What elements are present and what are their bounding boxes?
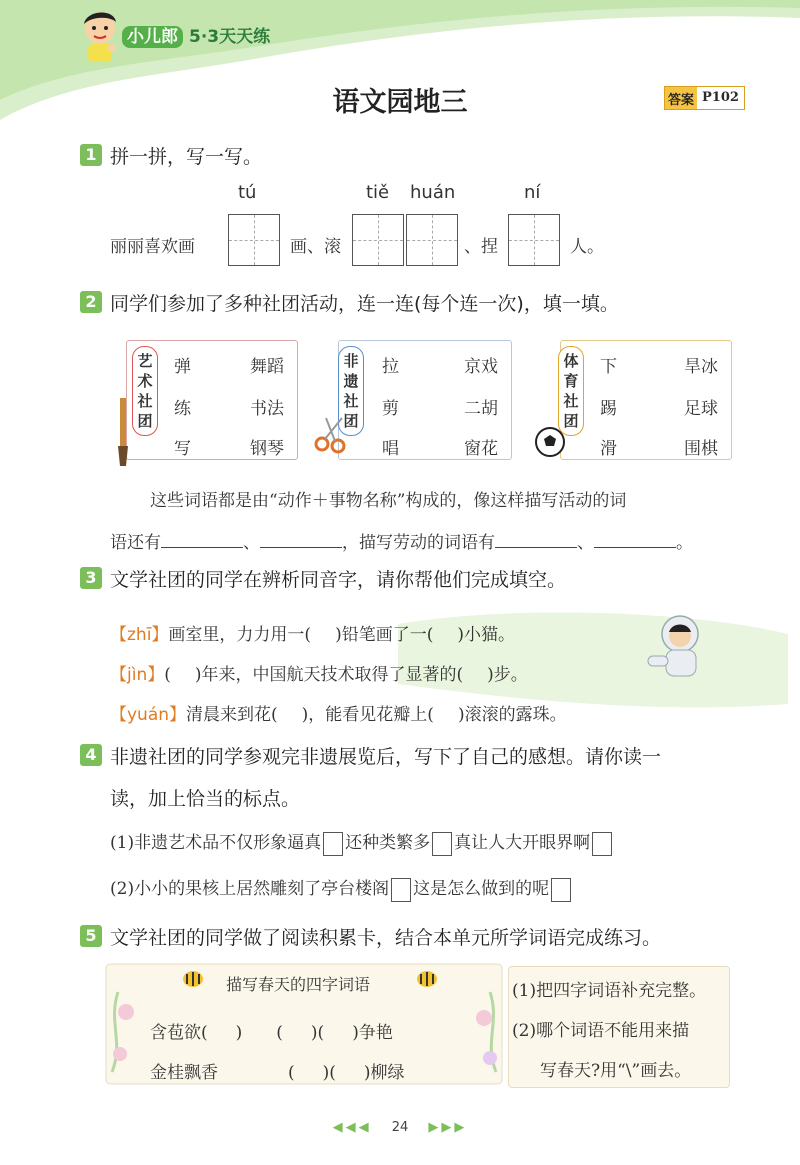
card-r2-a: 金桂飘香 bbox=[150, 1063, 218, 1083]
q4-text-line2: 读，加上恰当的标点。 bbox=[110, 788, 301, 810]
q4-text-line1: 非遗社团的同学参观完非遗展览后，写下了自己的感想。请你读一 bbox=[110, 746, 662, 768]
q2-fill-sep-1: 、 bbox=[243, 533, 260, 553]
q3-tag-1: 【zhī】 bbox=[110, 625, 169, 645]
brand-name: 小儿郎 bbox=[122, 26, 183, 48]
q5-text: 文学社团的同学做了阅读积累卡，结合本单元所学词语完成练习。 bbox=[110, 927, 662, 949]
q2-fill-line1: 这些词语都是由“动作＋事物名称”构成的，像这样描写活动的词 bbox=[150, 491, 627, 511]
club-heritage-left-1[interactable]: 拉 bbox=[382, 357, 399, 377]
club-heritage-left-2[interactable]: 剪 bbox=[382, 399, 399, 419]
card-row-1 bbox=[150, 1018, 393, 1043]
club-sports-right-3[interactable]: 围棋 bbox=[684, 439, 718, 459]
q1-text: 拼一拼，写一写。 bbox=[110, 146, 263, 168]
q1-text-b: 画、滚 bbox=[290, 237, 341, 257]
club-sports-right-1[interactable]: 旱冰 bbox=[684, 357, 718, 377]
club-art-right-3[interactable]: 钢琴 bbox=[250, 439, 284, 459]
answer-blank-1[interactable] bbox=[161, 531, 243, 548]
club-art-left-2[interactable]: 练 bbox=[174, 399, 191, 419]
q3-row-2 bbox=[110, 660, 528, 685]
q3-text: 文学社团的同学在辨析同音字，请你帮他们完成填空。 bbox=[110, 569, 567, 591]
astronaut-icon bbox=[640, 612, 724, 688]
answer-blank-2[interactable] bbox=[260, 531, 342, 548]
q1-number: 1 bbox=[80, 144, 102, 166]
q3-row1-text-a: 画室里，力力用一( bbox=[168, 625, 312, 645]
q1-text-d: 人。 bbox=[570, 237, 604, 257]
bee-icon bbox=[412, 964, 442, 990]
q3-row3-text-c: )滚滚的露珠。 bbox=[457, 705, 567, 725]
q2-fill-line2 bbox=[110, 528, 693, 553]
q2-fill-text-b: ，描写劳动的词语有 bbox=[342, 533, 495, 553]
q1-pinyin-2: tiě bbox=[366, 182, 390, 203]
q1-pinyin-4: ní bbox=[524, 182, 541, 203]
footer-right-arrows: ▶▶▶ bbox=[428, 1120, 468, 1135]
club-art-right-2[interactable]: 书法 bbox=[250, 399, 284, 419]
card-r2-b: ( bbox=[288, 1063, 295, 1083]
club-sports-left-2[interactable]: 踢 bbox=[600, 399, 617, 419]
writing-grid-4[interactable] bbox=[508, 214, 560, 266]
card-r1-e: )争艳 bbox=[352, 1023, 393, 1043]
q3-row2-text-b: )年来，中国航天技术取得了显著的( bbox=[194, 665, 464, 685]
card-r1-a: 含苞欲( bbox=[150, 1023, 208, 1043]
q3-tag-3: 【yuán】 bbox=[110, 705, 187, 725]
card-r2-d: )柳绿 bbox=[363, 1063, 405, 1083]
brush-icon bbox=[108, 398, 138, 468]
club-art-left-1[interactable]: 弹 bbox=[174, 357, 191, 377]
q1-pinyin-3: huán bbox=[410, 182, 456, 203]
q2-number: 2 bbox=[80, 291, 102, 313]
q4-sentence-2 bbox=[110, 874, 573, 902]
club-heritage-left-3[interactable]: 唱 bbox=[382, 439, 399, 459]
brand-series: 5·3天天练 bbox=[189, 27, 271, 47]
club-heritage-right-2[interactable]: 二胡 bbox=[464, 399, 498, 419]
answer-badge bbox=[664, 86, 745, 110]
club-heritage-right-3[interactable]: 窗花 bbox=[464, 439, 498, 459]
footer-left-arrows: ◀◀◀ bbox=[332, 1120, 372, 1135]
page-number: 24 bbox=[391, 1120, 409, 1135]
bee-icon bbox=[178, 964, 208, 990]
card-r2-c: )( bbox=[322, 1063, 336, 1083]
page-title: 语文园地三 bbox=[332, 87, 468, 118]
writing-grid-2[interactable] bbox=[352, 214, 404, 266]
task-2-line1: (2)哪个词语不能用来描 bbox=[512, 1021, 690, 1041]
club-art-left-3[interactable]: 写 bbox=[174, 439, 191, 459]
writing-grid-1[interactable] bbox=[228, 214, 280, 266]
q3-row3-text-b: )，能看见花瓣上( bbox=[301, 705, 434, 725]
page-footer bbox=[0, 1120, 800, 1135]
punct-box-1[interactable] bbox=[323, 832, 343, 856]
q4-s1-part-2: 还种类繁多 bbox=[345, 833, 431, 853]
brand bbox=[122, 22, 270, 47]
card-title: 描写春天的四字词语 bbox=[226, 975, 371, 994]
q4-s1-part-1: (1)非遗艺术品不仅形象逼真 bbox=[110, 833, 322, 853]
soccer-ball-icon bbox=[534, 426, 566, 458]
q1-pinyin-1: tú bbox=[238, 182, 257, 203]
writing-grid-3[interactable] bbox=[406, 214, 458, 266]
q3-row1-text-c: )小猫。 bbox=[457, 625, 515, 645]
scissors-icon bbox=[312, 414, 352, 454]
answer-label: 答案 bbox=[668, 92, 695, 108]
q3-row-3 bbox=[110, 700, 567, 725]
club-sports-left-1[interactable]: 下 bbox=[600, 357, 617, 377]
q2-fill-end: 。 bbox=[676, 533, 693, 553]
punct-box-3[interactable] bbox=[592, 832, 612, 856]
card-r1-d: )( bbox=[310, 1023, 325, 1043]
club-sports-left-3[interactable]: 滑 bbox=[600, 439, 617, 459]
q4-s2-part-1: (2)小小的果核上居然雕刻了亭台楼阁 bbox=[110, 879, 390, 899]
q1-text-c: 、捏 bbox=[464, 237, 498, 257]
boy-mascot-icon bbox=[78, 8, 122, 64]
punct-box-4[interactable] bbox=[391, 878, 411, 902]
answer-page: P102 bbox=[697, 87, 744, 109]
card-r1-c: ( bbox=[276, 1023, 283, 1043]
club-heritage-right-1[interactable]: 京戏 bbox=[464, 357, 498, 377]
punct-box-5[interactable] bbox=[551, 878, 571, 902]
task-1: (1)把四字词语补充完整。 bbox=[512, 981, 707, 1001]
punct-box-2[interactable] bbox=[432, 832, 452, 856]
q2-fill-sep-2: 、 bbox=[577, 533, 594, 553]
q1-text-a: 丽丽喜欢画 bbox=[110, 237, 195, 257]
q3-number: 3 bbox=[80, 567, 102, 589]
answer-blank-4[interactable] bbox=[594, 531, 676, 548]
q2-text: 同学们参加了多种社团活动，连一连(每个连一次)，填一填。 bbox=[110, 293, 619, 315]
club-label-sports: 体育社团 bbox=[558, 346, 584, 436]
q3-row1-text-b: )铅笔画了一( bbox=[335, 625, 434, 645]
q3-tag-2: 【jìn】 bbox=[110, 665, 165, 685]
club-sports-right-2[interactable]: 足球 bbox=[684, 399, 718, 419]
card-r1-b: ) bbox=[235, 1023, 243, 1043]
card-row-2 bbox=[150, 1058, 405, 1083]
club-label-art: 艺术社团 bbox=[132, 346, 158, 436]
q3-row3-text-a: 清晨来到花( bbox=[186, 705, 278, 725]
club-art-right-1[interactable]: 舞蹈 bbox=[250, 357, 284, 377]
q3-row2-text-a: ( bbox=[164, 665, 171, 685]
q3-row-1 bbox=[110, 620, 515, 645]
q5-number: 5 bbox=[80, 925, 102, 947]
q3-row2-text-c: )步。 bbox=[487, 665, 528, 685]
answer-blank-3[interactable] bbox=[495, 531, 577, 548]
task-2-line2: 写春天?用“\”画去。 bbox=[540, 1061, 692, 1081]
q4-sentence-1 bbox=[110, 828, 614, 856]
q4-s1-part-3: 真让人大开眼界啊 bbox=[454, 833, 591, 853]
q4-number: 4 bbox=[80, 744, 102, 766]
club-label-heritage: 非遗社团 bbox=[338, 346, 364, 436]
q4-s2-part-2: 这是怎么做到的呢 bbox=[413, 879, 550, 899]
q2-fill-text-a: 语还有 bbox=[110, 533, 161, 553]
